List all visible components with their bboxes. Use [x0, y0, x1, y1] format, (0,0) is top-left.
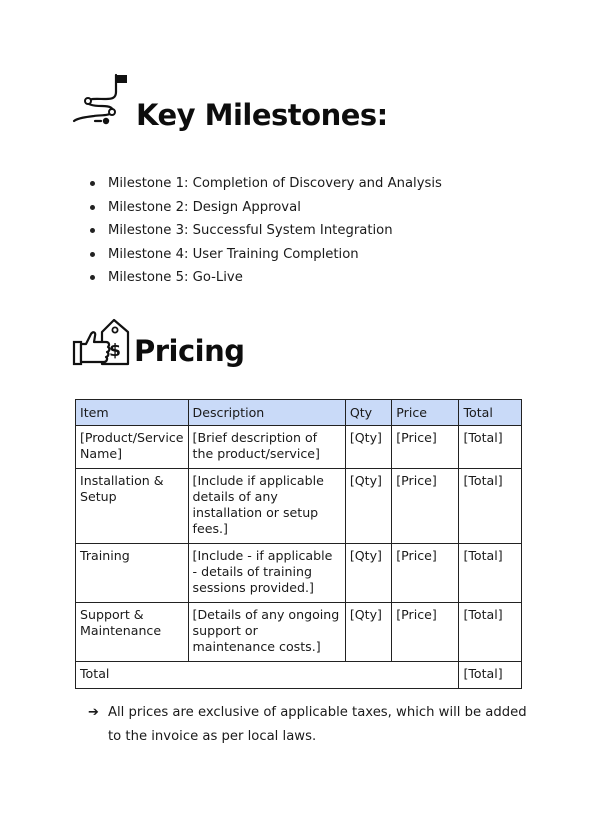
cell-qty: [Qty] — [345, 603, 391, 662]
table-row — [76, 544, 522, 603]
column-header-description: Description — [188, 400, 345, 426]
table-header-row — [76, 400, 522, 426]
cell-item: Installation & Setup — [76, 469, 189, 544]
cell-price: [Price] — [392, 544, 459, 603]
svg-text:$: $ — [109, 341, 121, 361]
cell-item: Support & Maintenance — [76, 603, 189, 662]
cell-item: [Product/Service Name] — [76, 426, 189, 469]
cell-total: [Total] — [459, 603, 522, 662]
table-row — [76, 426, 522, 469]
cell-price: [Price] — [392, 469, 459, 544]
milestones-heading — [72, 72, 388, 136]
list-item: Milestone 4: User Training Completion — [90, 243, 442, 267]
column-header-price: Price — [392, 400, 459, 426]
thumbs-up-price-tag-icon — [72, 318, 132, 374]
cell-qty: [Qty] — [345, 469, 391, 544]
list-item: Milestone 5: Go-Live — [90, 266, 442, 290]
cell-total: [Total] — [459, 469, 522, 544]
pricing-heading — [72, 318, 245, 374]
tax-note — [88, 701, 528, 749]
column-header-qty: Qty — [345, 400, 391, 426]
path-flag-icon — [72, 72, 132, 136]
cell-qty: [Qty] — [345, 544, 391, 603]
cell-item: Training — [76, 544, 189, 603]
cell-description: [Brief description of the product/service] — [188, 426, 345, 469]
cell-qty: [Qty] — [345, 426, 391, 469]
cell-description: [Include - if applicable - details of training sessions provided.] — [188, 544, 345, 603]
list-item: Milestone 3: Successful System Integration — [90, 219, 442, 243]
cell-description: [Include if applicable details of any installation or setup fees.] — [188, 469, 345, 544]
cell-total: [Total] — [459, 426, 522, 469]
list-item: Milestone 1: Completion of Discovery and Analysis — [90, 172, 442, 196]
table-total-row — [76, 662, 522, 689]
list-item: Milestone 2: Design Approval — [90, 196, 442, 220]
arrow-right-icon: ➔ — [88, 705, 99, 720]
cell-total: [Total] — [459, 544, 522, 603]
total-value: [Total] — [459, 662, 522, 689]
total-label: Total — [76, 662, 459, 689]
table-row — [76, 469, 522, 544]
pricing-title: Pricing — [134, 334, 245, 368]
pricing-table — [75, 399, 522, 689]
cell-price: [Price] — [392, 426, 459, 469]
tax-note-text: All prices are exclusive of applicable taxes, which will be added to the invoice as per local laws. — [108, 705, 527, 744]
column-header-item: Item — [76, 400, 189, 426]
milestones-title: Key Milestones: — [136, 98, 388, 132]
cell-description: [Details of any ongoing support or maintenance costs.] — [188, 603, 345, 662]
milestone-list — [90, 172, 442, 290]
column-header-total: Total — [459, 400, 522, 426]
table-row — [76, 603, 522, 662]
cell-price: [Price] — [392, 603, 459, 662]
